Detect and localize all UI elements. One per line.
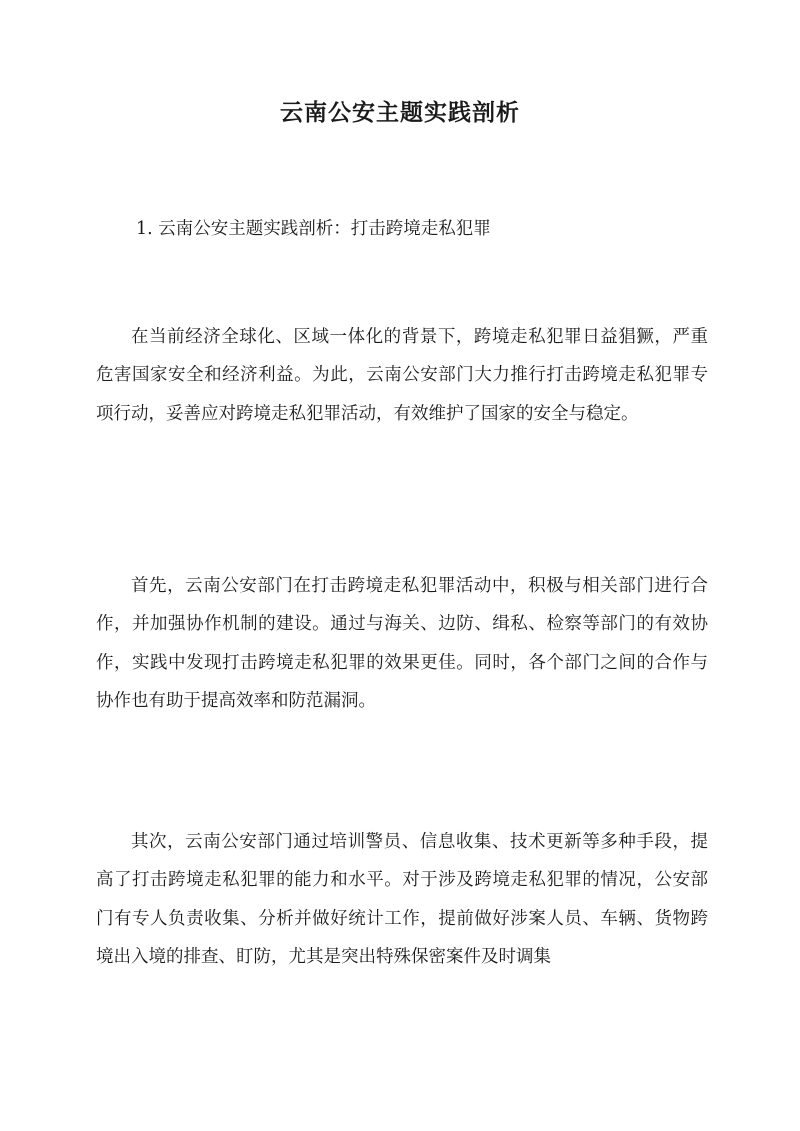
paragraph-context: 在当前经济全球化、区域一体化的背景下，跨境走私犯罪日益猖獗，严重危害国家安全和经济利益。为此，云南公安部门大力推行打击跨境走私犯罪专项行动，妥善应对跨境走私犯罪活动，有效维护了国家的安全与稳定。 [96,327,708,424]
paragraph-cooperation: 首先，云南公安部门在打击跨境走私犯罪活动中，积极与相关部门进行合作，并加强协作机制的建设。通过与海关、边防、缉私、检察等部门的有效协作，实践中发现打击跨境走私犯罪的效果更佳。同时，各个部门之间的合作与协作也有助于提高效率和防范漏洞。 [96,576,708,712]
document-title: 云南公安主题实践剖析 [280,99,520,126]
paragraph-capability: 其次，云南公安部门通过培训警员、信息收集、技术更新等多种手段，提高了打击跨境走私犯罪的能力和水平。对于涉及跨境走私犯罪的情况，公安部门有专人负责收集、分析并做好统计工作，提前做好涉案人员、车辆、货物跨境出入境的排查、盯防，尤其是突出特殊保密案件及时调集 [96,832,708,968]
section-heading: 1. 云南公安主题实践剖析：打击跨境走私犯罪 [136,219,491,239]
